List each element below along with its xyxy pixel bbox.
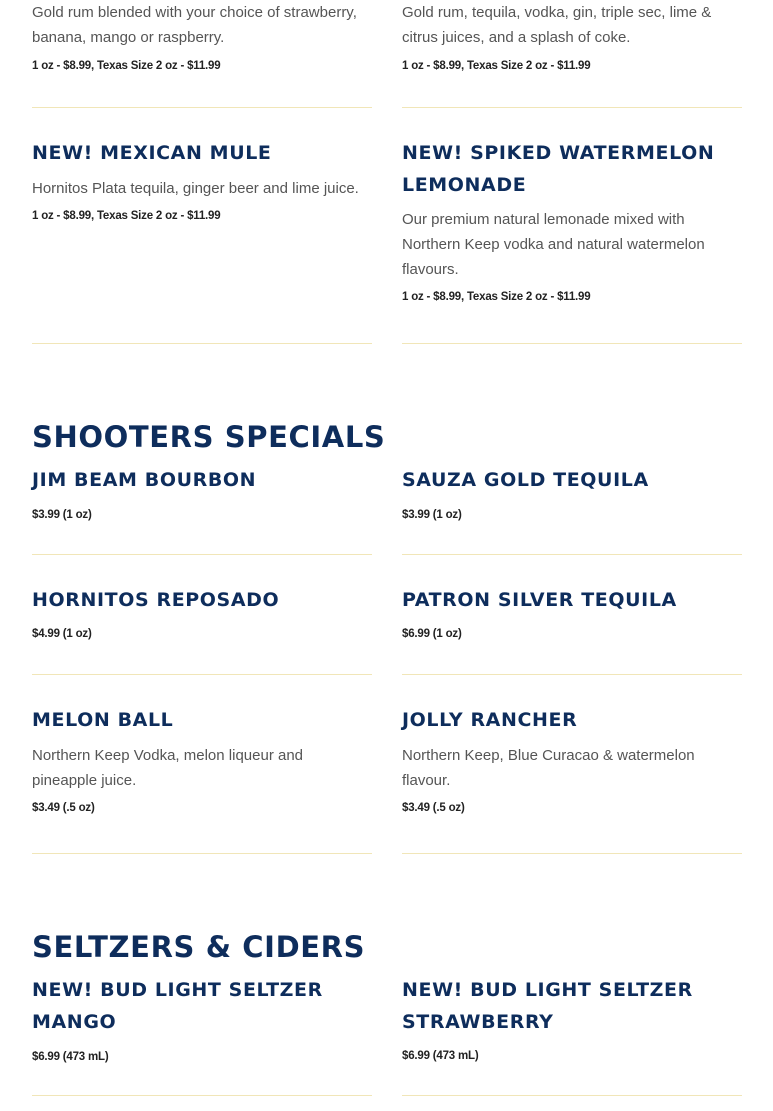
item-title: NEW! MEXICAN MULE <box>32 142 272 164</box>
item-price: 1 oz - $8.99, Texas Size 2 oz - $11.99 <box>402 291 591 303</box>
menu-item-patron-silver-tequila <box>402 584 742 675</box>
item-description: Gold rum, tequila, vodka, gin, triple sec, lime & citrus juices, and a splash of coke. <box>402 4 712 46</box>
item-price: $3.49 (.5 oz) <box>402 802 465 814</box>
item-title: NEW! SPIKED WATERMELON LEMONADE <box>402 142 715 196</box>
menu-item-mexican-mule <box>32 137 372 344</box>
item-description: Gold rum blended with your choice of strawberry, banana, mango or raspberry. <box>32 4 357 46</box>
menu-item-sauza-gold-tequila <box>402 464 742 555</box>
item-description: Northern Keep, Blue Curacao & watermelon flavour. <box>402 747 695 789</box>
item-price: $3.49 (.5 oz) <box>32 802 95 814</box>
item-title: JOLLY RANCHER <box>402 709 578 731</box>
menu-item-hornitos-reposado <box>32 584 372 675</box>
section-heading-seltzers: SELTZERS & CIDERS <box>32 930 366 964</box>
menu-item-melon-ball <box>32 704 372 854</box>
menu-item-jim-beam-bourbon <box>32 464 372 555</box>
menu-item-bud-light-seltzer-strawberry <box>402 974 742 1096</box>
menu-item-spiked-watermelon-lemonade <box>402 137 742 344</box>
section-heading-shooters: SHOOTERS SPECIALS <box>32 420 386 454</box>
item-title: JIM BEAM BOURBON <box>32 469 257 491</box>
item-price: $6.99 (1 oz) <box>402 628 462 640</box>
item-description: Hornitos Plata tequila, ginger beer and lime juice. <box>32 180 359 197</box>
menu-item-mixed-cocktail <box>402 0 742 108</box>
menu-item-rum-blend <box>32 0 372 108</box>
item-price: 1 oz - $8.99, Texas Size 2 oz - $11.99 <box>32 60 221 72</box>
item-price: 1 oz - $8.99, Texas Size 2 oz - $11.99 <box>32 210 221 222</box>
item-title: HORNITOS REPOSADO <box>32 589 280 611</box>
item-description: Our premium natural lemonade mixed with Northern Keep vodka and natural watermelon flavours. <box>402 211 705 278</box>
item-price: $6.99 (473 mL) <box>402 1050 479 1062</box>
menu-item-jolly-rancher <box>402 704 742 854</box>
item-title: PATRON SILVER TEQUILA <box>402 589 677 611</box>
item-price: $3.99 (1 oz) <box>402 509 462 521</box>
item-price: $6.99 (473 mL) <box>32 1051 109 1063</box>
item-price: $4.99 (1 oz) <box>32 628 92 640</box>
item-description: Northern Keep Vodka, melon liqueur and pineapple juice. <box>32 747 304 789</box>
item-price: $3.99 (1 oz) <box>32 509 92 521</box>
item-price: 1 oz - $8.99, Texas Size 2 oz - $11.99 <box>402 60 591 72</box>
item-title: NEW! BUD LIGHT SELTZER STRAWBERRY <box>402 979 693 1033</box>
item-title: MELON BALL <box>32 709 174 731</box>
menu-item-bud-light-seltzer-mango <box>32 974 372 1096</box>
item-title: NEW! BUD LIGHT SELTZER MANGO <box>32 979 323 1033</box>
item-title: SAUZA GOLD TEQUILA <box>402 469 649 491</box>
